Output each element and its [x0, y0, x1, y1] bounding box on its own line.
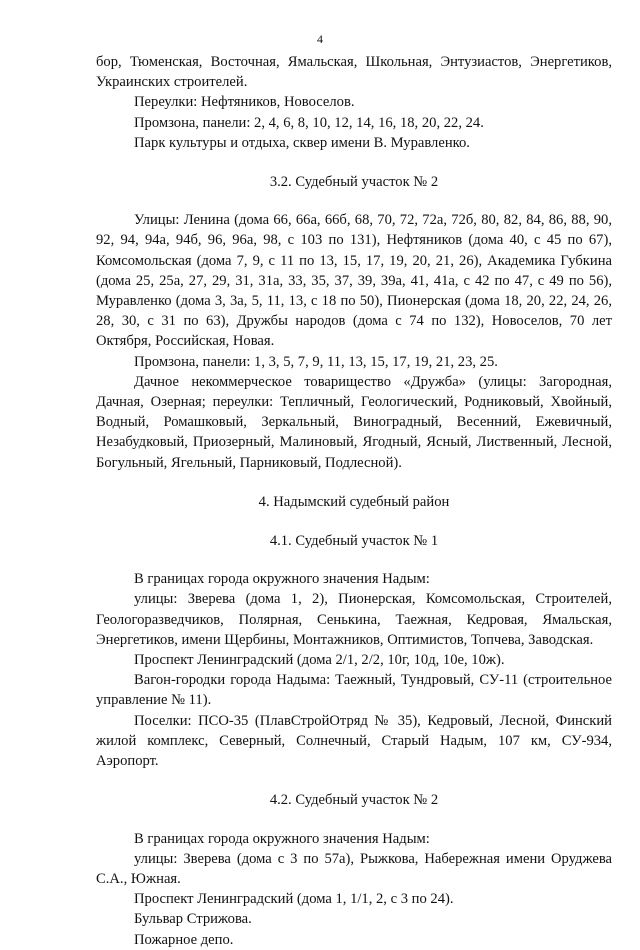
paragraph: В границах города окружного значения Надым:	[134, 830, 430, 847]
paragraph: В границах города окружного значения Надым:	[134, 571, 430, 588]
paragraph: Бульвар Стрижова.	[134, 911, 252, 928]
paragraph: Парк культуры и отдыха, сквер имени В. Муравленко.	[134, 134, 470, 151]
paragraph: Дачное некоммерческое товарищество «Дружба» (улицы: Загородная, Дачная, Озерная; переулки: Тепличный, Геологический, Родниковый, Хвойный, Водный, Ромашковый, Зеркальный, Виноградный, Весенний, Ежевичный, Незабудковый, Приозерный, Малиновый, Ягодный, Ясный, Лиственный, Лесной, Богульный, Ягельный, Парниковый, Подлесной).	[96, 373, 612, 471]
paragraph: Вагон-городки города Надыма: Таежный, Тундровый, СУ-11 (строительное управление № 11).	[96, 672, 612, 709]
section-heading: 3.2. Судебный участок № 2	[269, 174, 439, 191]
section-heading: 4.1. Судебный участок № 1	[269, 533, 439, 550]
paragraph: Переулки: Нефтяников, Новоселов.	[134, 94, 355, 111]
paragraph: улицы: Зверева (дома с 3 по 57а), Рыжкова, Набережная имени Оруджева С.А., Южная.	[96, 850, 612, 887]
paragraph: Промзона, панели: 1, 3, 5, 7, 9, 11, 13, 15, 17, 19, 21, 23, 25.	[134, 353, 498, 370]
paragraph: Поселки: ПСО-35 (ПлавСтройОтряд № 35), Кедровый, Лесной, Финский жилой комплекс, Северный, Солнечный, Старый Надым, 107 км, СУ-934, Аэропорт.	[96, 712, 612, 770]
section-heading: 4.2. Судебный участок № 2	[269, 792, 439, 809]
section-heading: 4. Надымский судебный район	[258, 493, 450, 510]
paragraph: Пожарное депо.	[134, 931, 234, 948]
document-body	[96, 52, 612, 950]
paragraph: бор, Тюменская, Восточная, Ямальская, Школьная, Энтузиастов, Энергетиков, Украинских строителей.	[96, 54, 612, 91]
paragraph: Улицы: Ленина (дома 66, 66а, 66б, 68, 70, 72, 72а, 72б, 80, 82, 84, 86, 88, 90, 92, 94, 94а, 94б, 96, 96а, 98, с 103 по 131), Нефтяников (дома 40, с 45 по 67), Комсомольская (дома 7, 9, с 11 по 13, 15, 17, 19, 20, 21, 26), Академика Губкина (дома 25, 25а, 27, 29, 31, 31а, 33, 35, 37, 39, 39а, 41, 41а, с 42 по 47, с 49 по 56), Муравленко (дома 3, 3а, 5, 11, 13, с 18 по 50), Пионерская (дома 18, 20, 22, 24, 26, 28, 30, с 31 по 63), Дружбы народов (дома с 74 по 132), Новоселов, 70 лет Октября, Российская, Новая.	[96, 212, 612, 350]
paragraph: Проспект Ленинградский (дома 1, 1/1, 2, с 3 по 24).	[134, 891, 454, 908]
paragraph: улицы: Зверева (дома 1, 2), Пионерская, Комсомольская, Строителей, Геологоразведчиков, Полярная, Сенькина, Таежная, Кедровая, Ямальская, Энергетиков, имени Щербины, Монтажников, Оптимистов, Топчева, Заводская.	[96, 591, 612, 648]
paragraph: Промзона, панели: 2, 4, 6, 8, 10, 12, 14, 16, 18, 20, 22, 24.	[134, 114, 484, 131]
page-number: 4	[317, 32, 323, 46]
paragraph: Проспект Ленинградский (дома 2/1, 2/2, 10г, 10д, 10е, 10ж).	[134, 652, 505, 669]
